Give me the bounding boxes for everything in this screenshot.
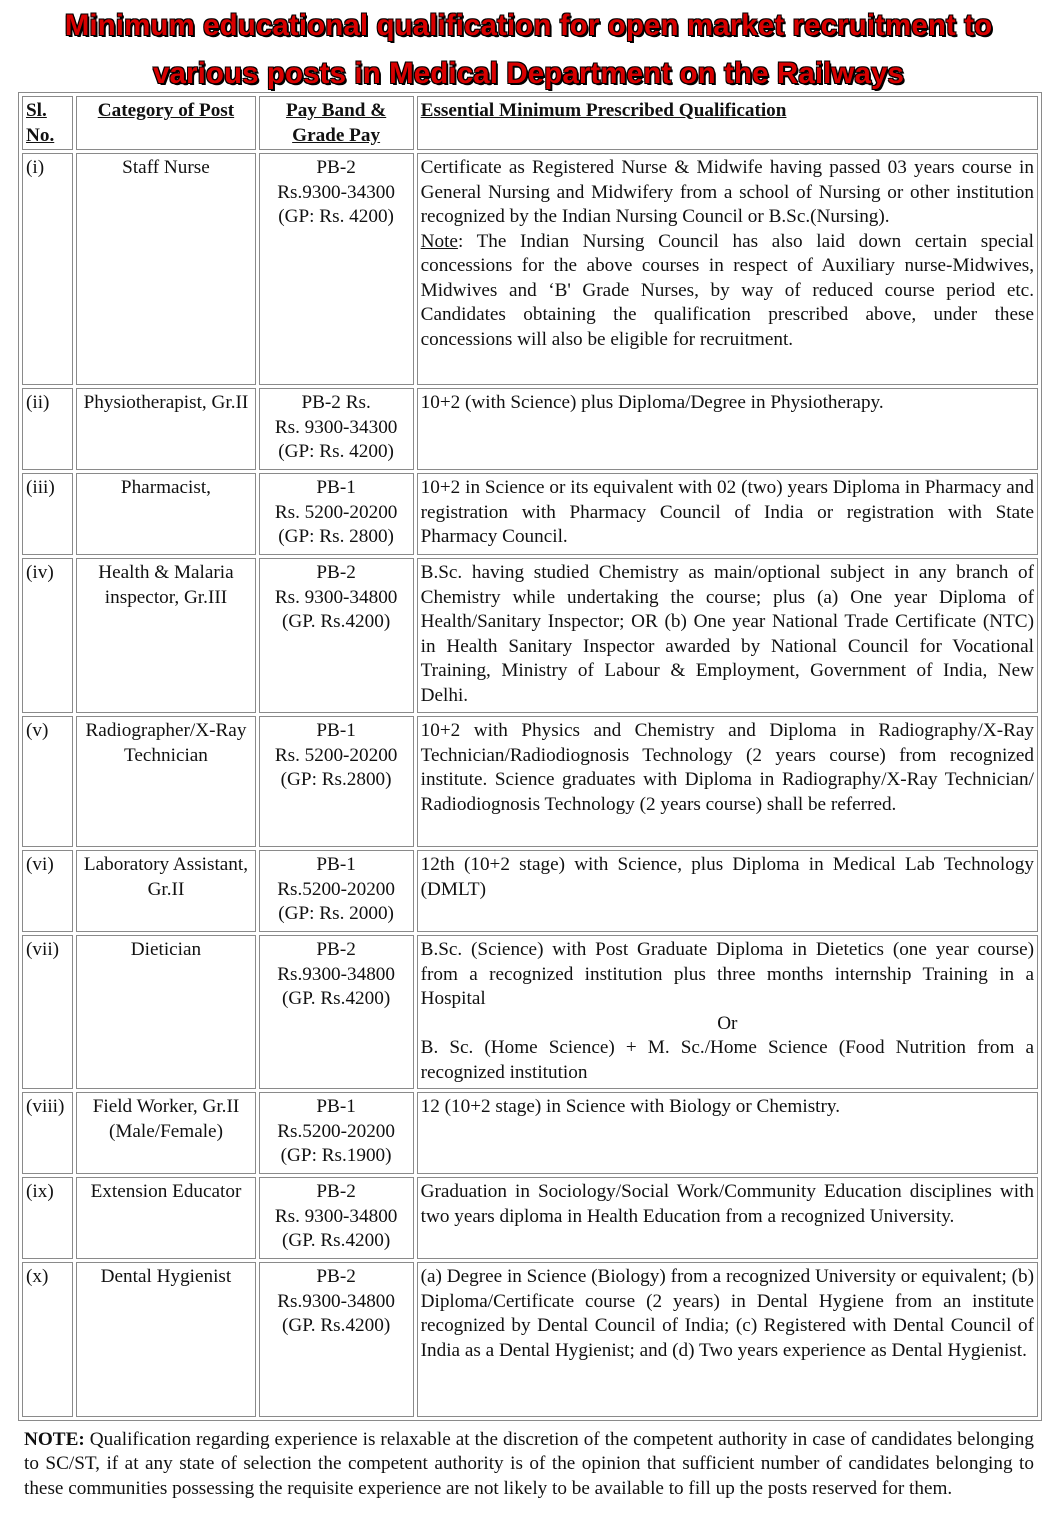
- row-category: Radiographer/X-Ray Technician: [76, 716, 255, 847]
- or-separator: Or: [717, 1012, 738, 1034]
- title-line-1: Minimum educational qualification for open market recruitment to: [64, 9, 993, 42]
- row-pay-band: PB-1 Rs. 5200-20200 (GP: Rs. 2800): [259, 473, 414, 555]
- row-sl: (v): [22, 716, 73, 847]
- row-category: Physiotherapist, Gr.II: [76, 388, 255, 470]
- row-sl: (iv): [22, 558, 73, 713]
- row-category: Laboratory Assistant, Gr.II: [76, 850, 255, 932]
- header-qualification: Essential Minimum Prescribed Qualification: [417, 96, 1038, 150]
- row-pay-band: PB-1 Rs. 5200-20200 (GP: Rs.2800): [259, 716, 414, 847]
- row-qualification: B.Sc. having studied Chemistry as main/optional subject in any branch of Chemistry while undertaking the course; plus (a) One year Diploma of Health/Sanitary Inspector; OR (b) One year National Trade Certificate (NTC) in Health Sanitary Inspector awarded by National Council for Vocational Training, Ministry of Labour & Employment, Government of India, New Delhi.: [417, 558, 1038, 713]
- row-category: Health & Malaria inspector, Gr.III: [76, 558, 255, 713]
- row-pay-band: PB-2 Rs.9300-34800 (GP. Rs.4200): [259, 1262, 414, 1417]
- row-pay-band: PB-2 Rs. 9300-34800 (GP. Rs.4200): [259, 1177, 414, 1259]
- table-row: [22, 473, 1038, 555]
- table-row: [22, 1177, 1038, 1259]
- row-sl: (viii): [22, 1092, 73, 1174]
- row-pay-band: PB-2 Rs.9300-34300 (GP: Rs. 4200): [259, 153, 414, 385]
- row-pay-band: PB-2 Rs. Rs. 9300-34300 (GP: Rs. 4200): [259, 388, 414, 470]
- row-category: Field Worker, Gr.II (Male/Female): [76, 1092, 255, 1174]
- table-row: [22, 716, 1038, 847]
- row-qualification: 10+2 (with Science) plus Diploma/Degree in Physiotherapy.: [417, 388, 1038, 470]
- table-row: [22, 153, 1038, 385]
- row-sl: (i): [22, 153, 73, 385]
- row-qualification: 12 (10+2 stage) in Science with Biology or Chemistry.: [417, 1092, 1038, 1174]
- row-pay-band: PB-2 Rs. 9300-34800 (GP. Rs.4200): [259, 558, 414, 713]
- note-label: Note: [420, 230, 458, 252]
- table-row: [22, 388, 1038, 470]
- row-sl: (x): [22, 1262, 73, 1417]
- row-qualification: Certificate as Registered Nurse & Midwife having passed 03 years course in General Nursing and Midwifery from a school of Nursing or other institution recognized by the Indian Nursing Council or B.Sc.(Nursing). Note: The Indian Nursing Council has also laid down certain special concessions for the above courses in respect of Auxiliary nurse-Midwives, Midwives and ‘B' Grade Nurses, by way of reduced course period etc. Candidates obtaining the qualification prescribed above, under these concessions will also be eligible for recruitment.: [417, 153, 1038, 385]
- row-category: Extension Educator: [76, 1177, 255, 1259]
- row-sl: (ix): [22, 1177, 73, 1259]
- row-pay-band: PB-1 Rs.5200-20200 (GP: Rs.1900): [259, 1092, 414, 1174]
- row-category: Dietician: [76, 935, 255, 1089]
- row-category: Dental Hygienist: [76, 1262, 255, 1417]
- footer-note-text: Qualification regarding experience is relaxable at the discretion of the competent authority in case of candidates belonging to SC/ST, if at any state of selection the competent authority is of the opinion that sufficient number of candidates belonging to these communities possessing the requisite experience are not likely to be available to fill up the posts reserved for them.: [24, 1429, 1034, 1499]
- table-row: [22, 1092, 1038, 1174]
- footer-note: [24, 1428, 1034, 1501]
- row-sl: (ii): [22, 388, 73, 470]
- table-row: [22, 558, 1038, 713]
- header-sl-no: Sl. No.: [22, 96, 73, 150]
- row-category: Staff Nurse: [76, 153, 255, 385]
- row-qualification: B.Sc. (Science) with Post Graduate Diploma in Dietetics (one year course) from a recognized institution plus three months internship Training in a Hospital Or B. Sc. (Home Science) + M. Sc./Home Science (Food Nutrition from a recognized institution: [417, 935, 1038, 1089]
- qualification-table: [18, 92, 1042, 1421]
- table-header-row: [22, 96, 1038, 150]
- row-qualification: Graduation in Sociology/Social Work/Community Education disciplines with two years diploma in Health Education from a recognized University.: [417, 1177, 1038, 1259]
- table-row: [22, 1262, 1038, 1417]
- table-row: [22, 935, 1038, 1089]
- row-pay-band: PB-1 Rs.5200-20200 (GP: Rs. 2000): [259, 850, 414, 932]
- document-title: [0, 2, 1057, 98]
- row-sl: (vii): [22, 935, 73, 1089]
- row-pay-band: PB-2 Rs.9300-34800 (GP. Rs.4200): [259, 935, 414, 1089]
- row-sl: (iii): [22, 473, 73, 555]
- row-qualification: 10+2 in Science or its equivalent with 02 (two) years Diploma in Pharmacy and registration with Pharmacy Council of India or registration with State Pharmacy Council.: [417, 473, 1038, 555]
- footer-note-label: NOTE:: [24, 1429, 85, 1450]
- row-qualification: (a) Degree in Science (Biology) from a recognized University or equivalent; (b) Diploma/Certificate course (2 years) in Dental Hygiene from an institute recognized by Dental Council of India; (c) Registered with Dental Council of India as a Dental Hygienist; and (d) Two years experience as Dental Hygienist.: [417, 1262, 1038, 1417]
- title-line-2: various posts in Medical Department on the Railways: [153, 57, 904, 90]
- header-category: Category of Post: [76, 96, 255, 150]
- row-sl: (vi): [22, 850, 73, 932]
- row-qualification: 12th (10+2 stage) with Science, plus Diploma in Medical Lab Technology (DMLT): [417, 850, 1038, 932]
- row-qualification: 10+2 with Physics and Chemistry and Diploma in Radiography/X-Ray Technician/Radiodiognosis Technology (2 years course) from recognized institute. Science graduates with Diploma in Radiography/X-Ray Technician/ Radiodiognosis Technology (2 years course) shall be referred.: [417, 716, 1038, 847]
- table-row: [22, 850, 1038, 932]
- header-pay-band: Pay Band & Grade Pay: [259, 96, 414, 150]
- row-category: Pharmacist,: [76, 473, 255, 555]
